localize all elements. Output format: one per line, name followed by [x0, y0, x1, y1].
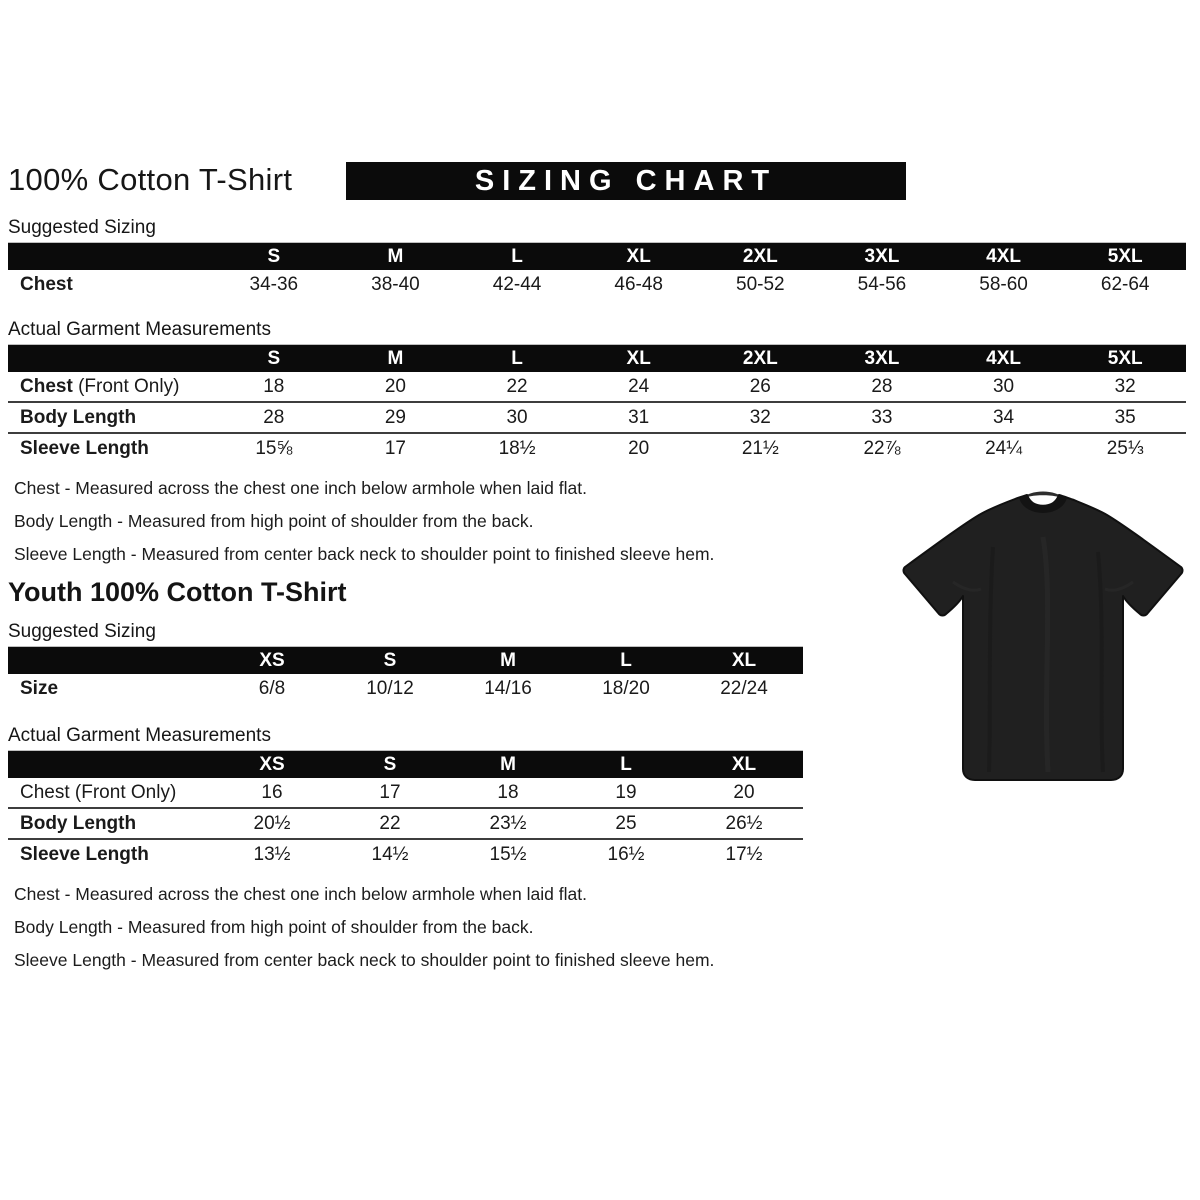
column-header: 4XL: [986, 245, 1021, 267]
table-cell: 32: [1114, 375, 1136, 397]
table-row: [8, 778, 803, 809]
column-header: L: [511, 347, 523, 369]
youth-suggested-header-row: [8, 646, 803, 674]
table-cell: 62-64: [1100, 273, 1150, 295]
adult-measurements-table: [8, 344, 1186, 463]
table-cell: 6/8: [258, 677, 286, 699]
table-cell: 16½: [607, 843, 645, 865]
page-title: 100% Cotton T-Shirt: [8, 162, 293, 197]
table-cell: 38-40: [371, 273, 420, 295]
column-header: XL: [731, 649, 757, 671]
table-cell: 18/20: [602, 677, 650, 699]
table-cell: 18: [263, 375, 285, 397]
column-header: L: [620, 753, 632, 775]
column-header: M: [500, 753, 516, 775]
table-cell: 54-56: [857, 273, 907, 295]
column-header: 4XL: [986, 347, 1021, 369]
column-header: M: [387, 245, 404, 267]
table-cell: 14½: [371, 843, 409, 865]
table-cell: 18½: [498, 437, 536, 459]
table-cell: 26½: [725, 812, 763, 834]
column-header: S: [267, 347, 281, 369]
tshirt-illustration: [893, 477, 1193, 807]
column-header: S: [267, 245, 281, 267]
youth-measurements-table: [8, 750, 803, 869]
note-sleeve-length: Sleeve Length - Measured from center back neck to shoulder point to finished sleeve hem.: [14, 950, 715, 970]
column-header: XL: [626, 245, 651, 267]
table-cell: 13½: [253, 843, 291, 865]
row-label: Body Length: [20, 406, 137, 428]
adult-actual-label: Actual Garment Measurements: [8, 319, 271, 340]
column-header: L: [620, 649, 632, 671]
tshirt-photo: [893, 477, 1193, 807]
table-cell: 21½: [741, 437, 779, 459]
column-header: 3XL: [864, 347, 900, 369]
table-cell: 19: [615, 781, 637, 803]
column-header: 5XL: [1107, 347, 1143, 369]
table-cell: 46-48: [614, 273, 663, 295]
table-cell: 24: [628, 375, 650, 397]
table-cell: 30: [506, 406, 528, 428]
table-cell: 58-60: [979, 273, 1028, 295]
adult-measurements-header-row: [8, 344, 1186, 372]
column-header: S: [383, 753, 397, 775]
youth-measurements-header-row: [8, 750, 803, 778]
table-cell: 33: [871, 406, 893, 428]
table-cell: 25: [615, 812, 637, 834]
table-cell: 30: [992, 375, 1015, 397]
row-label: Size: [20, 677, 59, 699]
column-header: L: [511, 245, 523, 267]
column-header: 2XL: [742, 245, 778, 267]
table-cell: 42-44: [492, 273, 542, 295]
row-label: Chest (Front Only): [20, 375, 180, 397]
column-header: S: [383, 649, 397, 671]
table-cell: 18: [497, 781, 519, 803]
table-cell: 15⅝: [255, 437, 293, 459]
table-cell: 22: [506, 375, 528, 397]
table-cell: 15½: [489, 843, 527, 865]
table-cell: 28: [263, 406, 285, 428]
table-cell: 25⅓: [1106, 437, 1144, 459]
note-sleeve-length: Sleeve Length - Measured from center back neck to shoulder point to finished sleeve hem.: [14, 544, 715, 564]
table-cell: 22⅞: [863, 437, 901, 459]
youth-title: Youth 100% Cotton T-Shirt: [8, 577, 347, 607]
table-row: [8, 809, 803, 840]
table-cell: 24¼: [985, 437, 1023, 459]
adult-suggested-table: [8, 242, 1186, 299]
column-header: XL: [626, 347, 651, 369]
note-chest: Chest - Measured across the chest one inch below armhole when laid flat.: [14, 884, 587, 904]
table-cell: 20: [628, 437, 650, 459]
table-row: [8, 270, 1186, 299]
note-body-length: Body Length - Measured from high point of shoulder from the back.: [14, 511, 534, 531]
table-cell: 34: [992, 406, 1015, 428]
table-cell: 26: [749, 375, 771, 397]
table-row: [8, 434, 1186, 463]
table-cell: 31: [628, 406, 650, 428]
note-body-length: Body Length - Measured from high point of shoulder from the back.: [14, 917, 534, 937]
youth-actual-label: Actual Garment Measurements: [8, 725, 271, 746]
adult-suggested-header-row: [8, 242, 1186, 270]
table-row: [8, 840, 803, 869]
table-cell: 23½: [489, 812, 527, 834]
note-chest: Chest - Measured across the chest one inch below armhole when laid flat.: [14, 478, 587, 498]
table-cell: 17: [384, 437, 406, 459]
table-cell: 50-52: [736, 273, 785, 295]
youth-suggested-label: Suggested Sizing: [8, 621, 156, 642]
column-header: 5XL: [1107, 245, 1143, 267]
sizing-chart-banner: SIZING CHART: [346, 162, 906, 200]
table-cell: 20: [733, 781, 755, 803]
row-label: Body Length: [20, 812, 137, 834]
column-header: 2XL: [742, 347, 778, 369]
table-cell: 28: [871, 375, 893, 397]
table-cell: 14/16: [484, 677, 532, 699]
column-header: 3XL: [864, 245, 900, 267]
table-cell: 16: [261, 781, 283, 803]
header-row: [8, 162, 1188, 204]
table-cell: 32: [749, 406, 771, 428]
column-header: XS: [259, 649, 285, 671]
table-cell: 34-36: [249, 273, 299, 295]
table-cell: 29: [384, 406, 406, 428]
table-cell: 17½: [725, 843, 763, 865]
row-label: Chest (Front Only): [20, 781, 177, 803]
column-header: XS: [259, 753, 285, 775]
column-header: M: [500, 649, 516, 671]
table-row: [8, 674, 803, 703]
table-cell: 35: [1114, 406, 1136, 428]
youth-suggested-table: [8, 646, 803, 703]
table-row: [8, 372, 1186, 403]
column-header: XL: [731, 753, 757, 775]
table-cell: 20: [384, 375, 406, 397]
adult-suggested-label: Suggested Sizing: [8, 217, 156, 238]
table-cell: 22/24: [720, 677, 768, 699]
table-cell: 20½: [253, 812, 291, 834]
youth-measurement-notes: [8, 884, 1188, 971]
table-cell: 10/12: [366, 677, 414, 699]
row-label: Chest: [20, 273, 73, 295]
table-cell: 17: [379, 781, 401, 803]
table-cell: 22: [379, 812, 401, 834]
row-label: Sleeve Length: [20, 843, 149, 865]
column-header: M: [387, 347, 404, 369]
table-row: [8, 403, 1186, 434]
row-label: Sleeve Length: [20, 437, 149, 459]
